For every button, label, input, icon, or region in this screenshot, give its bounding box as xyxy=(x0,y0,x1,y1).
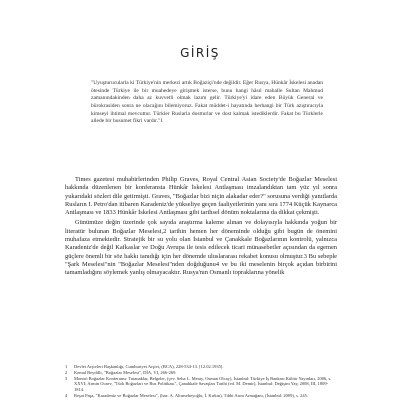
footnote-number: 4 xyxy=(65,392,68,398)
footnote-text: Devlet Arşivleri Başkanlığı, Cumhuriyet Arşivi, (BCA), 228-534-13. [12.02.1935]. xyxy=(74,364,224,369)
footnote-item xyxy=(65,376,337,393)
footnote-text: Montrö Boğazlar Konferansı: Tutanaklar, Belgeler, (çev. Seha L. Meray, Osman Olcay), İstanbul: Türkiye İş Bankası Kültür Yayınları, 2006, s. XXVI; Armin Ocaev, "Türk Boğazları ve Rus Politikası", Çanakkale Savaşları Tarihi (ed. M. Demir), İstanbul: Değişim Yay, 2008, III, 1809-1814. xyxy=(74,375,332,393)
footnote-text: Reşat Paşa, "Karadeniz ve Boğazlar Meselesi", (haz. A. Altınsebeyoğlu, İ. Kırkın), Tıbbi Arım Armağanı, (İstanbul: 2009), s. 245. xyxy=(74,392,309,398)
footnotes xyxy=(65,364,337,399)
footnote-number: 1 xyxy=(65,364,68,369)
footnote-number: 2 xyxy=(65,369,68,375)
footnote-number: 3 xyxy=(65,375,68,381)
epigraph-quote xyxy=(91,80,323,126)
body-text xyxy=(65,176,337,278)
chapter-title: GİRİŞ xyxy=(180,46,220,60)
epigraph-line: "Uyuşturucularla ki Türkiye'nin merkezi artık Boğaziçi'nde değildir. Eğer Rusya, Hünkâr İskelesi anadan ötesinde Türkiye ile bir muahedeye girişmek isterse, bunu hangi hâsıl mahalle Sultan Mahmud zamanındakinden daha az kuvvetli olmak lazım gelir. Türkiye'yi idare eden Büyük General ve bürokrasiden sonra ne olacağını bilemiyoruz. Fakat müddet-i hayatında herhangi bir Türk azıştıracıyla kimseyi ihtimal mevcuttur. Türkler Ruslarla dostturlar ve dost kalmak istediklerdir. Fakat bu Türklerle ailede bir husumet fikri vardır."1 xyxy=(91,80,324,125)
body-paragraph: Times gazetesi muhabirlerinden Philip Graves, Royal Central Asian Society'de Boğazlar Meselesi hakkında düzenlenen bir konferansta Hünkâr İskelesi Antlaşması imzalandıktan tam yüz yıl sonra yukarıdaki sözleri dile getirmişti. Graves, "Boğazlar bizi niçin alakadar eder?" sorusuna verdiği yanıtlarda Rusların I. Petro'dan itibaren Karadeniz'de yükseliye geçen faaliyetlerinin yanı sıra 1774 Küçük Kaynarca Antlaşması ve 1833 Hünkâr İskelesi Antlaşması gibi tarihsel dönüm noktalarına da dikkat çekmişti. xyxy=(65,176,337,217)
footnote-text: Kemal Beydilli, "Boğazlar Meselesi", DİA, VI, 266-269. xyxy=(74,369,177,375)
footnote-item xyxy=(65,393,337,399)
body-paragraph: Günümüze değin üzerinde çok sayıda araştırma kaleme alınan ve dolayısıyla hakkında yoğun bir literatür bulunan Boğazlar Meselesi,2 tarihin hemen her döneminde olduğu gibi bugün de önemini muhafaza etmektedir. Stratejik bir su yolu olan İstanbul ve Çanakkale Boğazlarının kontrolü, yalnızca Karadeniz'de değil Kafkaslar ve Doğu Avrupa ile tesis edilecek ticari münasebetler açısından da egemen güçlere önemli bir söz hakkı tanıdığı için her dönemde uluslararası rekabet konusu olmuştur.3 Bu sebeple "Şark Meselesi"nin "Boğazlar Meselesi"nden doğduğunu4 ve bu iki meselenin birçok açıdan birbirini tamamladığını söylemek yanlış olmayacaktır. Rusya'nın Osmanlı topraklarına yönelik xyxy=(65,219,337,277)
